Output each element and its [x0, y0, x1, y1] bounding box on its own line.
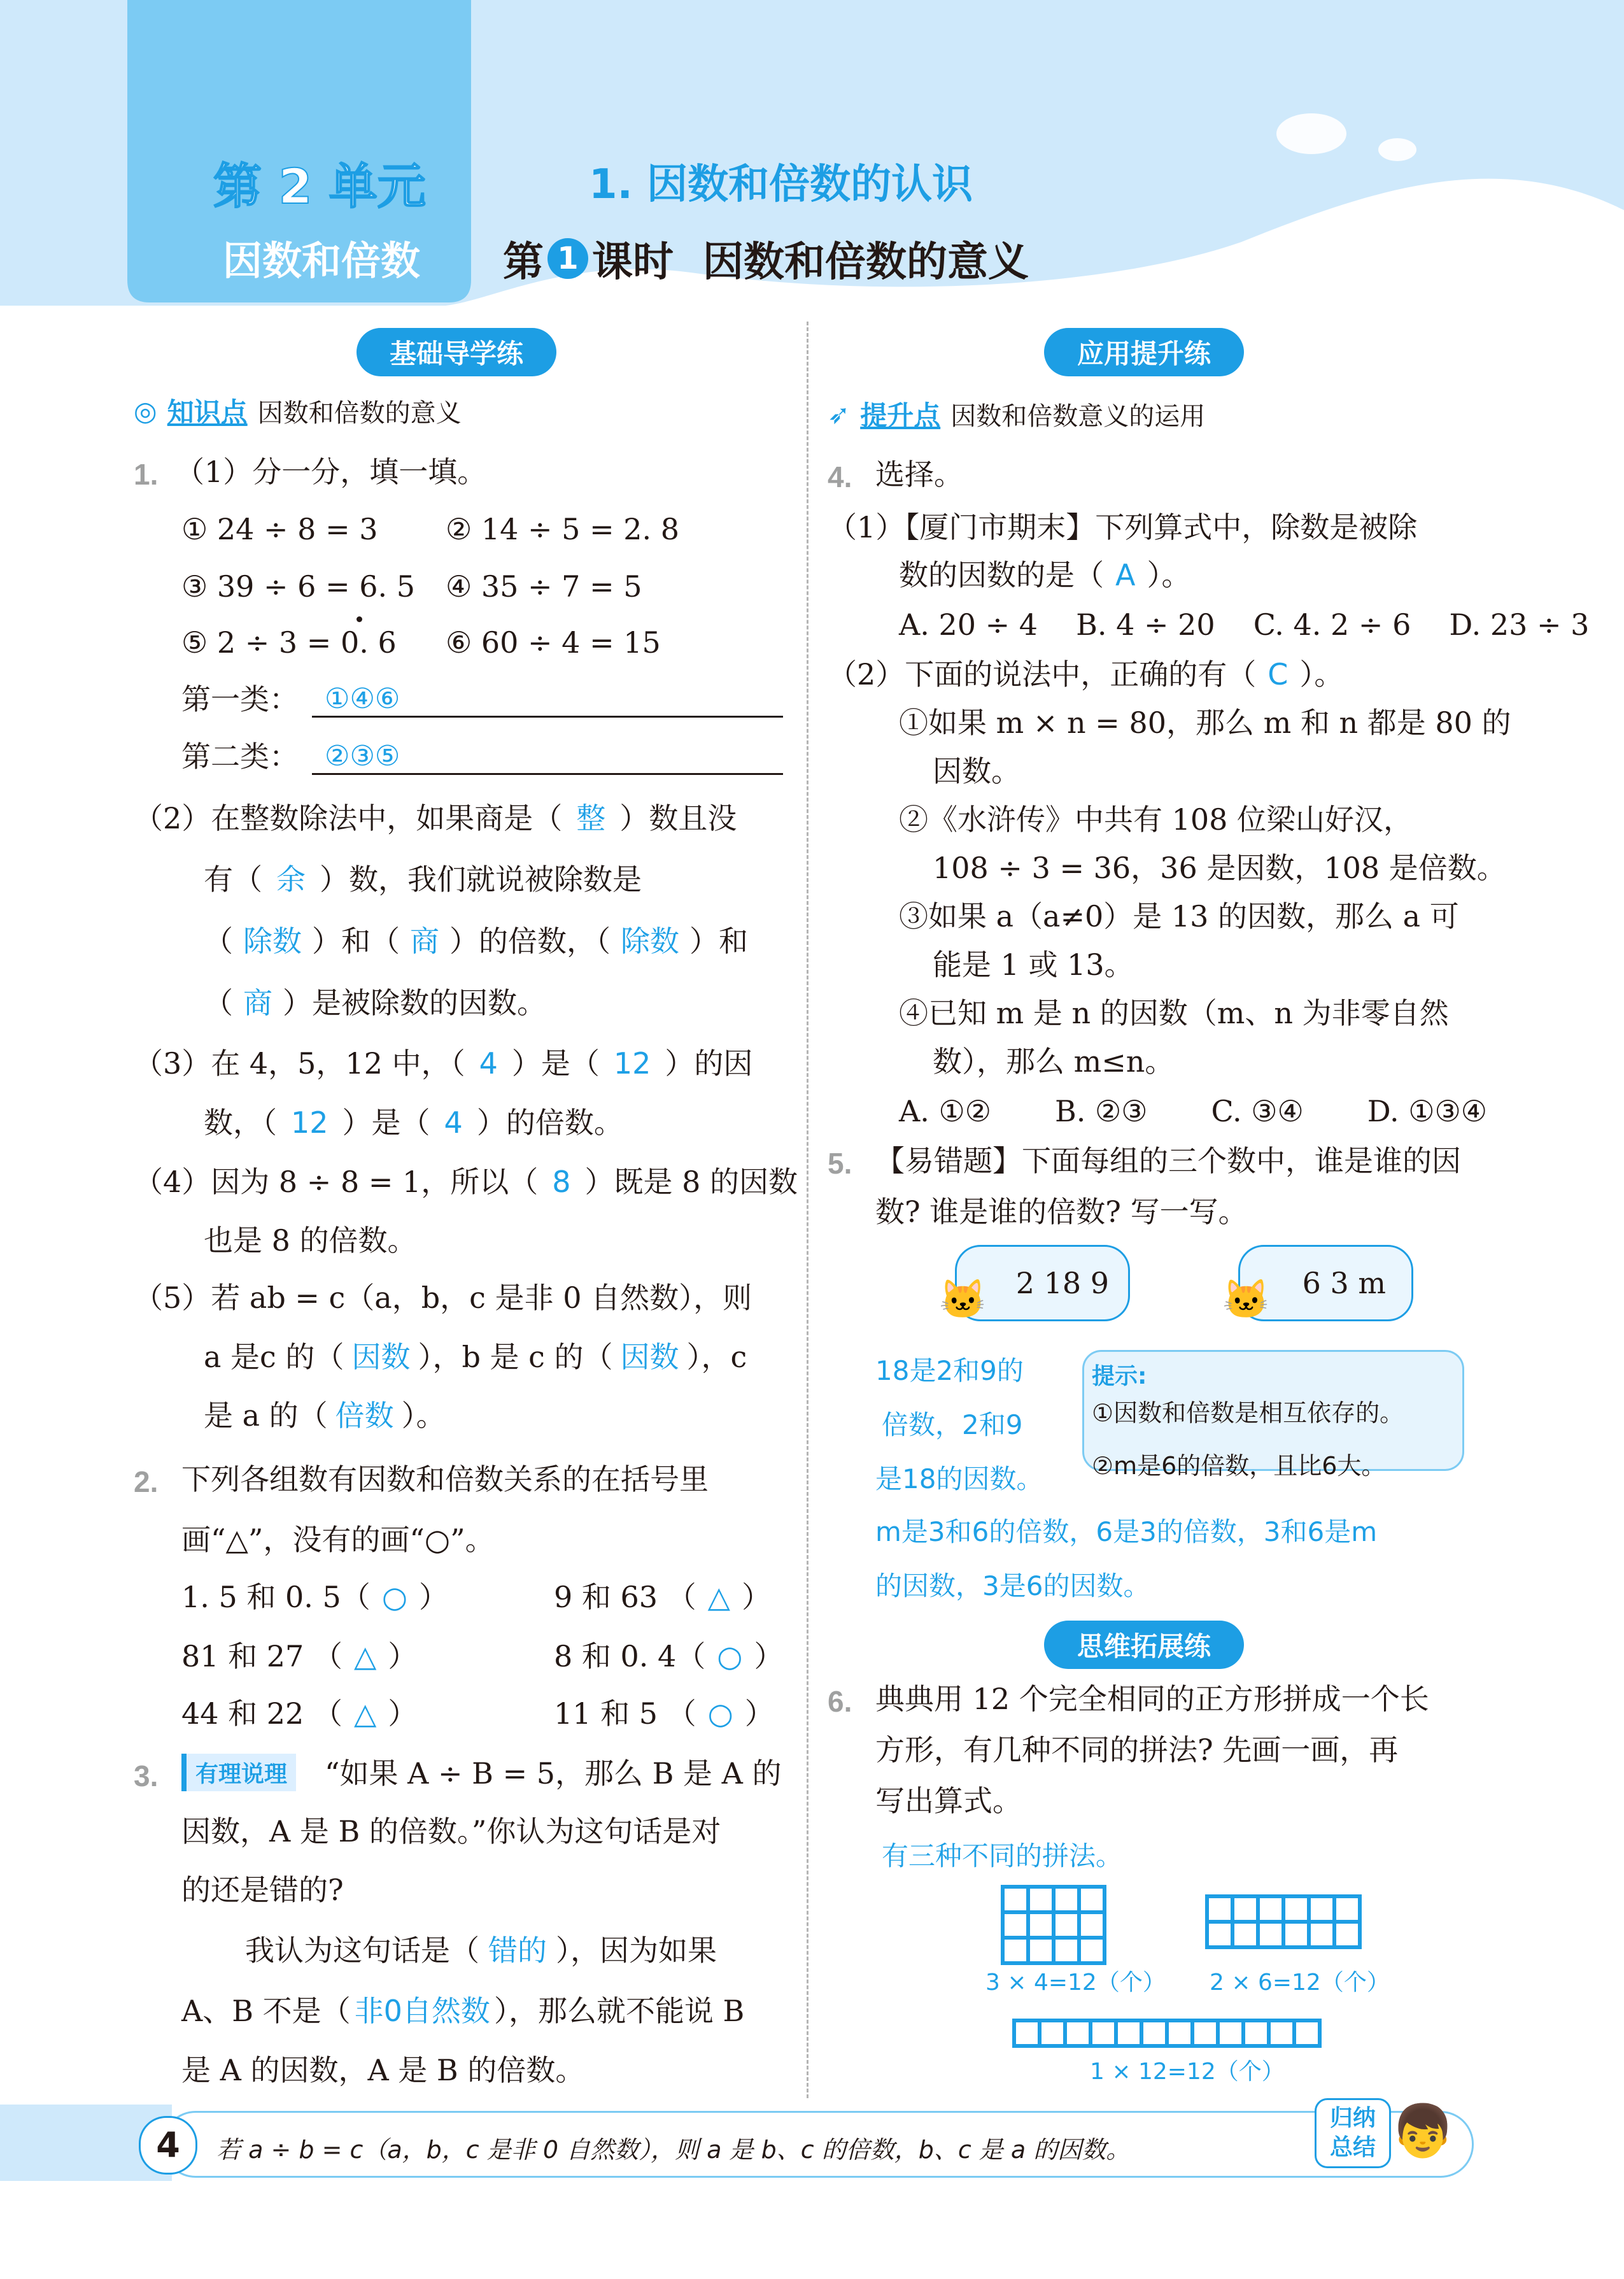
option-a: A. ①② — [899, 1094, 991, 1128]
q4-statement-1a: ①如果 m × n = 80，那么 m 和 n 都是 80 的 — [899, 706, 1511, 740]
answer: 整 — [576, 801, 606, 835]
option-c: C. 4. 2 ÷ 6 — [1253, 607, 1411, 642]
q4-statement-3a: ③如果 a（a≠0）是 13 的因数，那么 a 可 — [899, 899, 1459, 934]
q1-p2-line1: （2）在整数除法中，如果商是（ 整 ）数且没 — [134, 801, 737, 835]
q1-intro: （1）分一分，填一填。 — [175, 455, 487, 489]
option-d: D. ①③④ — [1367, 1094, 1487, 1128]
answer: 除数 — [621, 924, 679, 958]
q1-class1-label: 第一类： — [181, 682, 299, 716]
answer: △ — [707, 1580, 731, 1614]
q1-p4-line1: （4）因为 8 ÷ 8 = 1，所以（ 8 ）既是 8 的因数 — [134, 1165, 798, 1199]
lesson-prefix: 第 — [503, 239, 544, 286]
q3-tag: 有理说理 — [181, 1754, 296, 1791]
answer: 除数 — [243, 924, 302, 958]
q2-pair-1: 1. 5 和 0. 5（ ○ ） — [181, 1580, 448, 1614]
q3-answer-line2: A、B 不是（ 非0自然数 ），那么就不能说 B — [181, 1994, 745, 2028]
answer: 商 — [410, 924, 439, 958]
kp-label: 提升点 — [860, 400, 941, 431]
answer: ○ — [717, 1639, 743, 1673]
lesson-title: 因数和倍数的意义 — [703, 239, 1029, 286]
q2-pair-6: 11 和 5 （ ○ ） — [554, 1696, 774, 1731]
q1-class1-answer: ①④⑥ — [325, 683, 400, 715]
q4-statement-4b: 数），那么 m≤n。 — [933, 1044, 1175, 1079]
grid-3x4-caption: 3 × 4=12（个） — [985, 1970, 1166, 1996]
footer-summary-text: 若 a ÷ b = c（a，b，c 是非 0 自然数），则 a 是 b、c 的倍数，b、c 是 a 的因数。 — [216, 2136, 1131, 2164]
grid-1x12-caption: 1 × 12=12（个） — [1090, 2059, 1285, 2085]
grid-3x4 — [1001, 1885, 1106, 1965]
q2-number: 2. — [134, 1465, 159, 1498]
q1-class1-line — [312, 683, 783, 718]
q5-answer-3: 是18的因数。 — [875, 1463, 1043, 1494]
kp-label: 知识点 — [167, 397, 248, 428]
rocket-icon: ➶ — [828, 398, 851, 430]
q5-line2: 数? 谁是谁的倍数? 写一写。 — [875, 1195, 1248, 1229]
kp-text: 因数和倍数的意义 — [257, 398, 462, 428]
mascot-icon: 👦 — [1391, 2101, 1455, 2161]
q6-line1: 典典用 12 个完全相同的正方形拼成一个长 — [875, 1682, 1429, 1716]
option-d: D. 23 ÷ 3 — [1449, 607, 1590, 642]
target-icon: ◎ — [134, 395, 157, 427]
q5-answer-1: 18是2和9的 — [875, 1355, 1024, 1386]
answer: 倍数 — [335, 1398, 394, 1433]
right-section-banner-2: 思维拓展练 — [1044, 1621, 1244, 1669]
summary-badge — [1315, 2098, 1391, 2168]
answer: 因数 — [351, 1340, 411, 1374]
q2-pair-2: 9 和 63 （ △ ） — [554, 1580, 772, 1614]
q4-statement-3b: 能是 1 或 13。 — [933, 948, 1134, 982]
right-knowledge-point — [828, 395, 1205, 433]
q1-p5-line2: a 是c 的（ 因数 ），b 是 c 的（ 因数 ），c — [204, 1340, 747, 1374]
q4-statement-1b: 因数。 — [933, 754, 1020, 788]
answer: 非0自然数 — [354, 1994, 490, 2028]
q4-statement-2b: 108 ÷ 3 = 36，36 是因数，108 是倍数。 — [933, 851, 1506, 885]
unit-label: 第 2 单元 — [213, 158, 426, 215]
cat-icon: 🐱 — [939, 1277, 987, 1322]
unit-topic: 因数和倍数 — [223, 238, 421, 284]
lesson-heading — [503, 229, 1029, 288]
answer: 错的 — [488, 1933, 547, 1968]
q5-line1: 【易错题】下面每组的三个数中，谁是谁的因 — [875, 1144, 1461, 1178]
q1-class2-answer: ②③⑤ — [325, 740, 400, 772]
answer: 余 — [276, 862, 306, 897]
q3-line2: 因数，A 是 B 的倍数。”你认为这句话是对 — [181, 1814, 721, 1849]
column-divider — [807, 322, 808, 2098]
cat-icon: 🐱 — [1222, 1277, 1270, 1322]
answer: C — [1267, 657, 1289, 692]
q1-item-3: ③ 39 ÷ 6 = 6. 5 — [181, 569, 416, 604]
q3-answer-line3: 是 A 的因数，A 是 B 的倍数。 — [181, 2053, 585, 2087]
option-b: B. 4 ÷ 20 — [1076, 607, 1215, 642]
answer: 因数 — [620, 1340, 679, 1374]
q1-p2-line3: （ 除数 ）和（ 商 ）的倍数，（ 除数 ）和 — [204, 924, 748, 958]
option-a: A. 20 ÷ 4 — [899, 607, 1038, 642]
hint-2: ②m是6的倍数，且比6大。 — [1092, 1452, 1386, 1480]
q1-p4-line2: 也是 8 的倍数。 — [204, 1223, 417, 1258]
q6-line3: 写出算式。 — [875, 1784, 1022, 1818]
q5-answer-4: m是3和6的倍数，6是3的倍数，3和6是m — [875, 1516, 1378, 1547]
q4-p1-line1: （1）【厦门市期末】下列算式中，除数是被除 — [828, 510, 1418, 544]
answer: 12 — [291, 1105, 328, 1140]
grid-1x12 — [1012, 2019, 1322, 2048]
q1-item-4: ④ 35 ÷ 7 = 5 — [446, 569, 642, 604]
q1-number: 1. — [134, 458, 159, 491]
q3-number: 3. — [134, 1759, 159, 1793]
lesson-suffix: 课时 — [592, 239, 674, 286]
badge-line-1: 归纳 — [1329, 2105, 1376, 2131]
q5-hint-box — [1082, 1350, 1464, 1480]
kp-text: 因数和倍数意义的运用 — [950, 401, 1206, 431]
grid-2x6 — [1205, 1894, 1362, 1949]
q4-intro: 选择。 — [875, 457, 963, 492]
q2-pair-4: 8 和 0. 4（ ○ ） — [554, 1639, 784, 1673]
q1-p5-line1: （5）若 ab = c（a，b，c 是非 0 自然数），则 — [134, 1281, 752, 1315]
q1-class2-label: 第二类： — [181, 739, 299, 774]
hint-1: ①因数和倍数是相互依存的。 — [1092, 1399, 1404, 1427]
q2-pair-3: 81 和 27 （ △ ） — [181, 1639, 418, 1673]
q1-p5-line3: 是 a 的（ 倍数 ）。 — [204, 1398, 446, 1433]
answer: 商 — [243, 986, 272, 1020]
option-b: B. ②③ — [1054, 1094, 1148, 1128]
q4-p2-options — [899, 1094, 1487, 1128]
q4-statement-2a: ②《水浒传》中共有 108 位梁山好汉， — [899, 802, 1413, 837]
q6-line2: 方形，有几种不同的拼法? 先画一画，再 — [875, 1733, 1399, 1767]
left-section-banner: 基础导学练 — [357, 328, 556, 376]
q1-item-2: ② 14 ÷ 5 = 2. 8 — [446, 512, 680, 546]
hint-title: 提示: — [1092, 1363, 1147, 1389]
option-c: C. ③④ — [1211, 1094, 1304, 1128]
q1-p2-line2: 有（ 余 ）数，我们就说被除数是 — [204, 862, 642, 897]
q3-answer-line1: 我认为这句话是（ 错的 ），因为如果 — [245, 1933, 717, 1968]
q1-item-5: ⑤ 2 ÷ 3 = 0. 6 — [181, 625, 397, 660]
answer: ○ — [381, 1580, 407, 1614]
answer: 12 — [613, 1046, 651, 1081]
grid-2x6-caption: 2 × 6=12（个） — [1210, 1970, 1390, 1996]
q1-p2-line4: （ 商 ）是被除数的因数。 — [204, 986, 546, 1020]
q4-number: 4. — [828, 460, 852, 493]
q2-line1: 下列各组数有因数和倍数关系的在括号里 — [181, 1462, 709, 1496]
page-number: 4 — [139, 2116, 197, 2175]
q4-p1-line2: 数的因数的是（ A ）。 — [899, 558, 1191, 592]
answer: 8 — [552, 1165, 571, 1199]
left-knowledge-point — [134, 392, 462, 430]
section-title: 1. 因数和倍数的认识 — [589, 161, 973, 208]
q3-line3: 的还是错的? — [181, 1873, 344, 1907]
q6-answer: 有三种不同的拼法。 — [882, 1840, 1123, 1871]
q1-class2-line — [312, 740, 783, 775]
q5-number: 5. — [828, 1147, 852, 1180]
q5-answer-5: 的因数，3是6的因数。 — [875, 1570, 1150, 1601]
answer: A — [1115, 558, 1136, 592]
q4-p2-line1: （2）下面的说法中，正确的有（ C ）。 — [828, 657, 1344, 692]
q4-p1-options — [899, 607, 1590, 642]
q5-group-2: 6 3 m — [1302, 1266, 1386, 1300]
answer: 4 — [479, 1046, 498, 1081]
q2-line2: 画“△”，没有的画“○”。 — [181, 1523, 495, 1557]
answer: 4 — [444, 1105, 463, 1140]
answer: △ — [353, 1696, 377, 1731]
lesson-number-badge: 1 — [547, 238, 588, 279]
answer: △ — [353, 1639, 377, 1673]
q1-item-1: ① 24 ÷ 8 = 3 — [181, 512, 378, 546]
badge-line-2: 总结 — [1329, 2134, 1376, 2161]
q1-item-6: ⑥ 60 ÷ 4 = 15 — [446, 625, 661, 660]
q5-group-1: 2 18 9 — [1015, 1266, 1109, 1300]
q5-answer-2: 倍数，2和9 — [882, 1409, 1023, 1440]
repeating-dot — [357, 616, 362, 622]
q1-p3-line1: （3）在 4，5，12 中，（ 4 ）是（ 12 ）的因 — [134, 1046, 753, 1081]
q2-pair-5: 44 和 22 （ △ ） — [181, 1696, 418, 1731]
q6-number: 6. — [828, 1685, 852, 1718]
q4-statement-4a: ④已知 m 是 n 的因数（m、n 为非零自然 — [899, 996, 1449, 1030]
right-section-banner: 应用提升练 — [1044, 328, 1244, 376]
q1-p3-line2: 数，（ 12 ）是（ 4 ）的倍数。 — [204, 1105, 623, 1140]
q3-line1: “如果 A ÷ B = 5，那么 B 是 A 的 — [325, 1756, 782, 1791]
answer: ○ — [707, 1696, 733, 1731]
